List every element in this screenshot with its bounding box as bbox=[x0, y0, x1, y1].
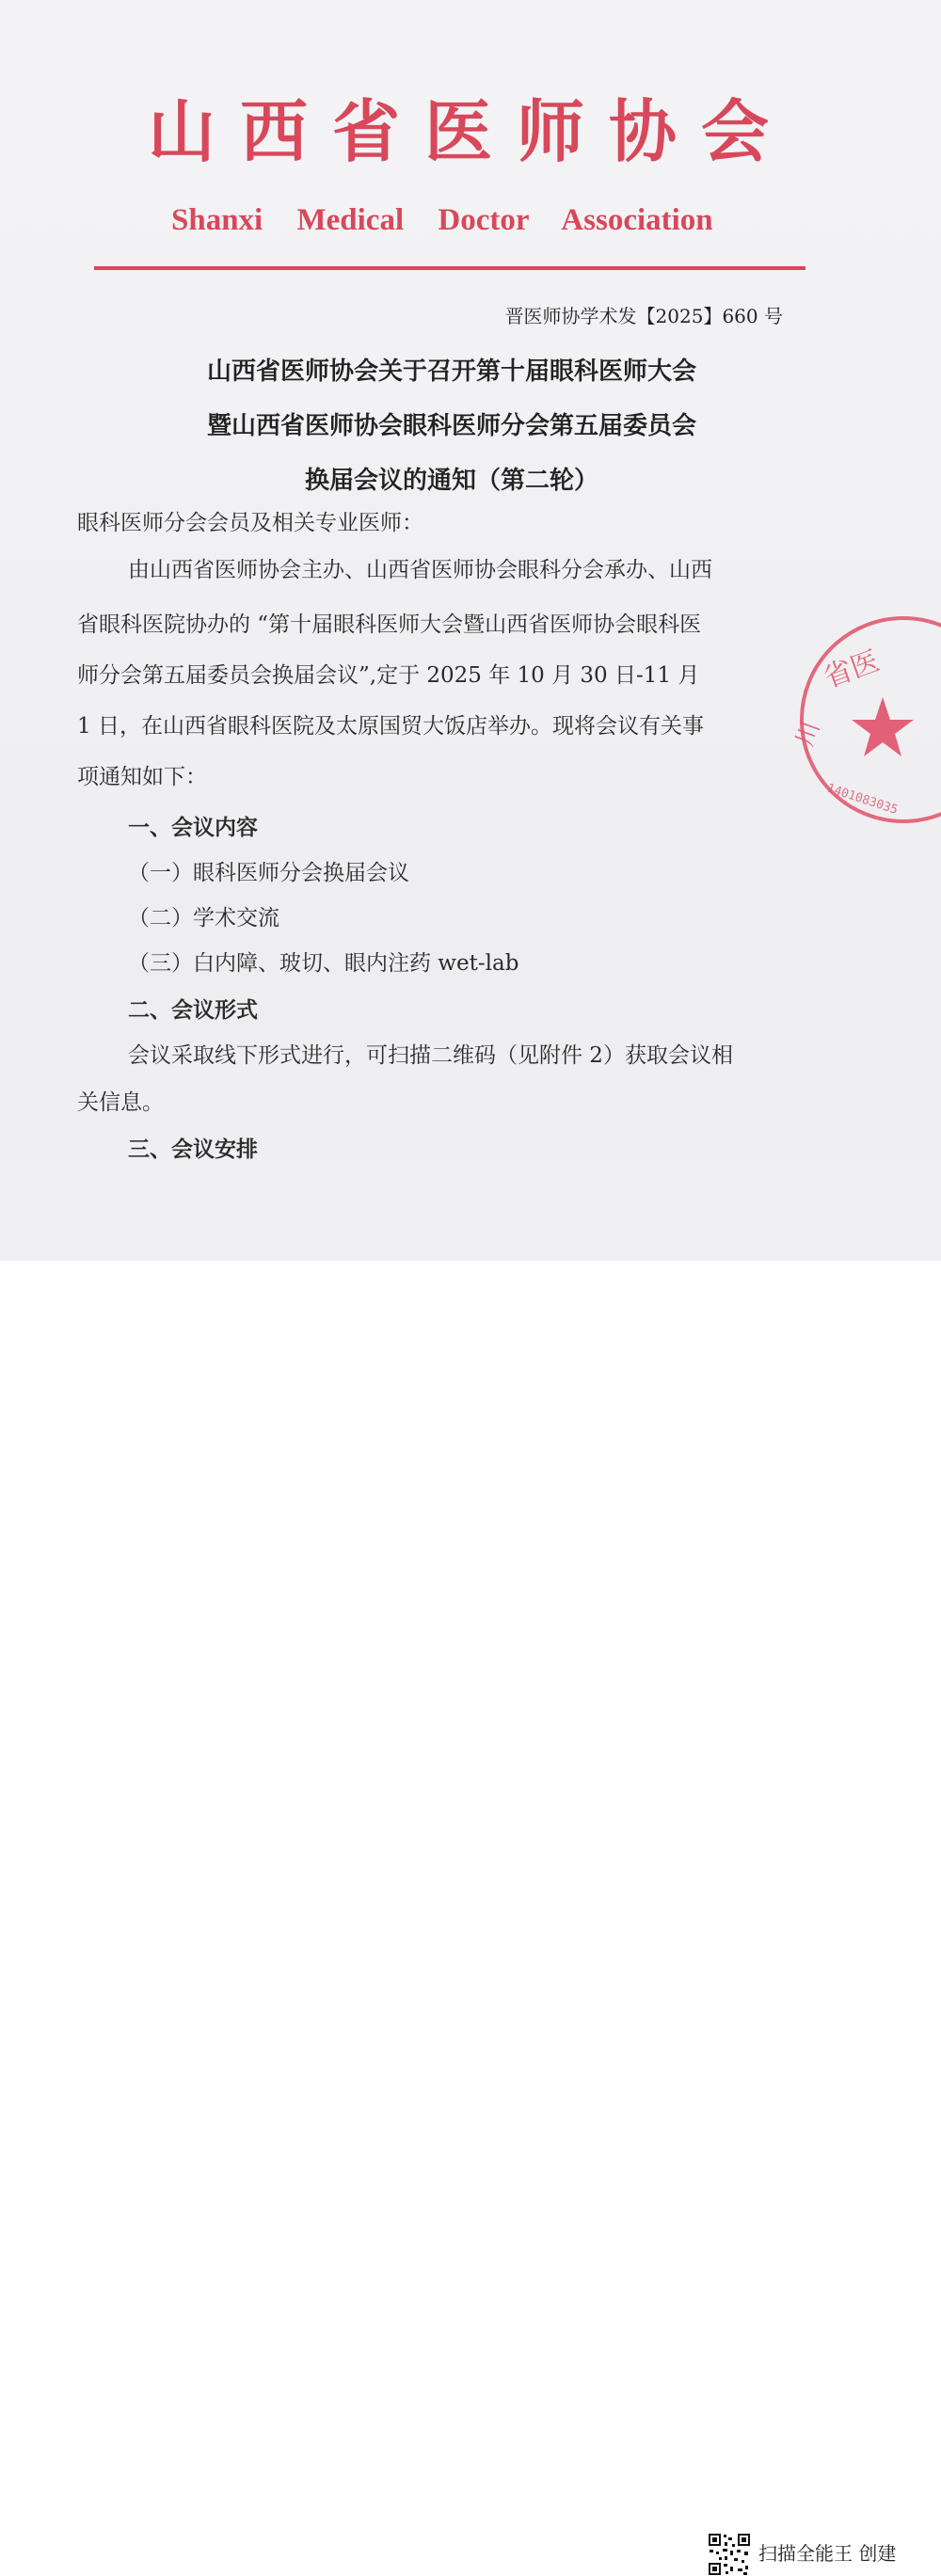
official-seal-stamp bbox=[790, 607, 941, 833]
scanner-watermark-text: 扫描全能王 创建 bbox=[758, 2542, 897, 2565]
title-line: 换届会议的通知（第二轮） bbox=[304, 467, 598, 495]
salutation: 眼科医师分会会员及相关专业医师： bbox=[77, 511, 423, 535]
qr-code-icon bbox=[708, 2533, 751, 2576]
section-item: （一）眼科医师分会换届会议 bbox=[128, 861, 409, 885]
intro-line: 师分会第五届委员会换届会议”,定于 2025 年 10 月 30 日-11 月 bbox=[77, 663, 700, 688]
letterhead-org-name-cn: 山西省医师协会 bbox=[147, 92, 793, 171]
section-item: （三）白内障、玻切、眼内注药 wet-lab bbox=[128, 951, 519, 976]
stamp-text-left: 川 bbox=[790, 717, 826, 751]
section-line: 关信息。 bbox=[77, 1090, 164, 1115]
letterhead-red-rule bbox=[94, 266, 805, 270]
intro-line: 项通知如下： bbox=[77, 765, 207, 789]
scan-footer bbox=[0, 1261, 941, 2565]
stamp-text-upper: 省医 bbox=[819, 644, 885, 695]
section-line: 会议采取线下形式进行，可扫描二维码（见附件 2）获取会议相 bbox=[128, 1043, 733, 1068]
intro-line: 1 日，在山西省眼科医院及太原国贸大饭店举办。现将会议有关事 bbox=[77, 714, 704, 739]
section-heading-format: 二、会议形式 bbox=[128, 998, 258, 1023]
intro-line: 由山西省医师协会主办、山西省医师协会眼科分会承办、山西 bbox=[128, 558, 712, 582]
title-line: 暨山西省医师协会眼科医师分会第五届委员会 bbox=[206, 412, 696, 440]
title-line: 山西省医师协会关于召开第十届眼科医师大会 bbox=[206, 358, 696, 386]
section-heading-arrangement: 三、会议安排 bbox=[128, 1137, 258, 1162]
document-page bbox=[0, 0, 941, 1261]
section-item: （二）学术交流 bbox=[128, 906, 279, 930]
document-title bbox=[75, 344, 828, 508]
letterhead-org-name-en: Shanxi Medical Doctor Association bbox=[171, 203, 713, 237]
section-heading-content: 一、会议内容 bbox=[128, 816, 258, 840]
intro-line: 省眼科医院协办的 “第十届眼科医师大会暨山西省医师协会眼科医 bbox=[77, 612, 702, 637]
document-number: 晋医师协学术发【2025】660 号 bbox=[504, 305, 783, 327]
stamp-number: 1401083035 bbox=[824, 781, 900, 818]
stamp-star-icon bbox=[852, 697, 914, 756]
